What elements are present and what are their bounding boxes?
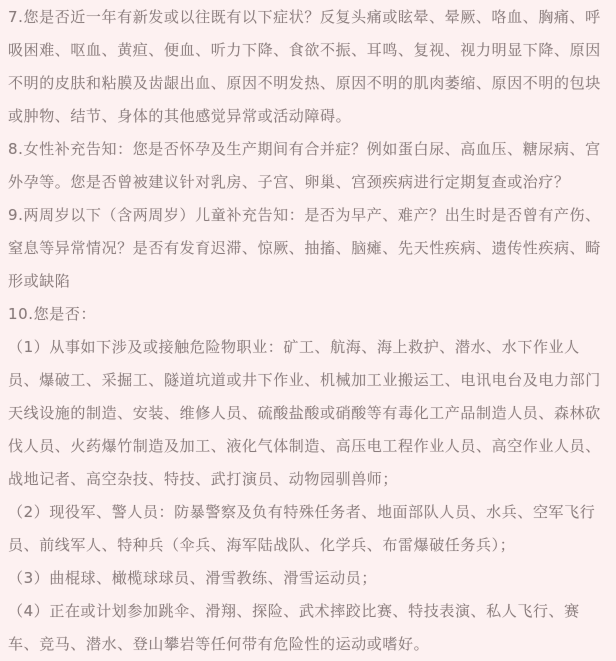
paragraph-question-10-item-1: （1）从事如下涉及或接触危险物职业：矿工、航海、海上救护、潜水、水下作业人员、爆破工、采掘工、隧道坑道或井下作业、机械加工业搬运工、电讯电台及电力部门天线设施的制造、安装、维修人员、硫酸盐酸或硝酸等有毒化工产品制造人员、森林砍伐人员、火药爆竹制造及加工、液化气体制造、高压电工程作业人员、高空作业人员、战地记者、高空杂技、特技、武打演员、动物园驯兽师； (8, 338, 601, 488)
paragraph-question-7: 7.您是否近一年有新发或以往既有以下症状？反复头痛或眩晕、晕厥、咯血、胸痛、呼吸困难、呕血、黄疸、便血、听力下降、食欲不振、耳鸣、复视、视力明显下降、原因不明的皮肤和粘膜及齿龈出血、原因不明发热、原因不明的肌肉萎缩、原因不明的包块或肿物、结节、身体的其他感觉异常或活动障碍。 (8, 8, 601, 125)
paragraph-question-10-item-4: （4）正在或计划参加跳伞、滑翔、探险、武术摔跤比赛、特技表演、私人飞行、赛车、竞马、潜水、登山攀岩等任何带有危险性的运动或嗜好。 (8, 602, 580, 653)
paragraph-question-10-item-3: （3）曲棍球、橄榄球球员、滑雪教练、滑雪运动员； (8, 569, 377, 587)
paragraph-question-9: 9.两周岁以下（含两周岁）儿童补充告知：是否为早产、难产？出生时是否曾有产伤、窒息等异常情况？是否有发育迟滞、惊厥、抽搐、脑瘫、先天性疾病、遗传性疾病、畸形或缺陷 (8, 206, 601, 290)
paragraph-question-8: 8.女性补充告知：您是否怀孕及生产期间有合并症？例如蛋白尿、高血压、糖尿病、宫外孕等。您是否曾被建议针对乳房、子宫、卵巢、宫颈疾病进行定期复查或治疗？ (8, 140, 601, 191)
paragraph-question-10-item-2: （2）现役军、警人员：防暴警察及负有特殊任务者、地面部队人员、水兵、空军飞行员、前线军人、特种兵（伞兵、海军陆战队、化学兵、布雷爆破任务兵）； (8, 503, 596, 554)
paragraph-question-10: 10.您是否： (8, 305, 97, 323)
